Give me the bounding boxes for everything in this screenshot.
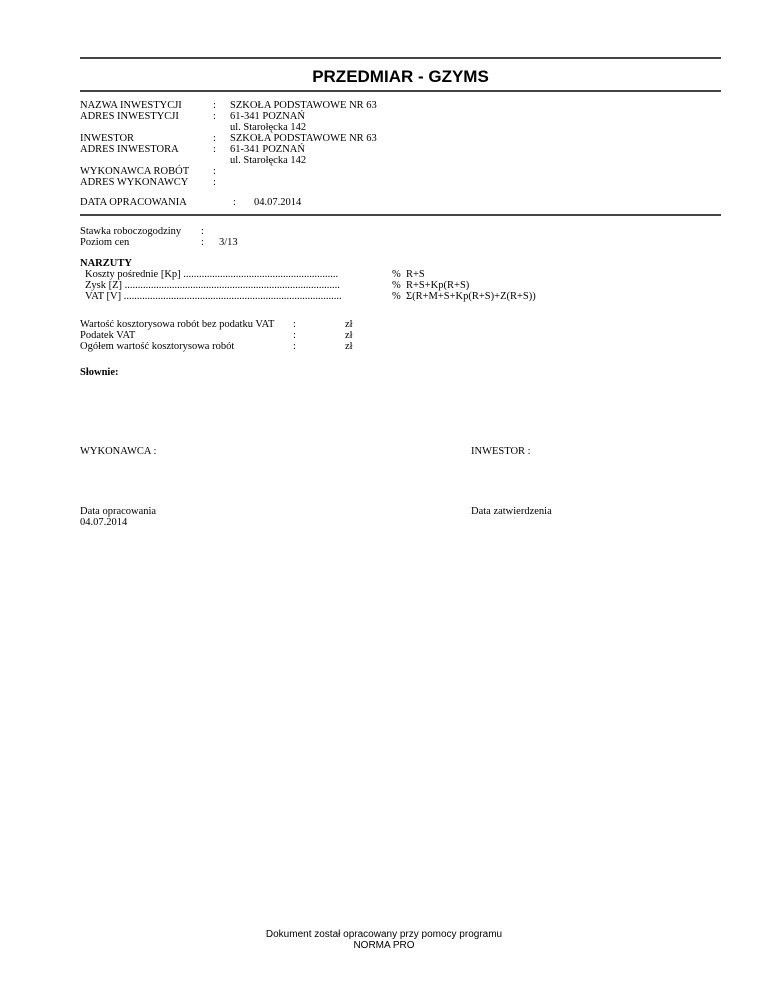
surcharge-label: Koszty pośrednie [Kp] ........................................................... [85, 269, 339, 280]
investment-address-line2: ul. Starołęcka 142 [230, 122, 307, 133]
contractor-label: WYKONAWCA ROBÓT [80, 166, 190, 177]
prepared-date-label: Data opracowania [80, 506, 157, 517]
date-value: 04.07.2014 [254, 197, 302, 208]
currency: zł [345, 330, 353, 341]
colon: : [213, 133, 216, 144]
colon: : [293, 341, 296, 352]
investment-address-line1: 61-341 POZNAŃ [230, 111, 305, 122]
investor-signature-label: INWESTOR : [471, 446, 531, 457]
colon: : [233, 197, 236, 208]
colon: : [213, 166, 216, 177]
colon: : [293, 319, 296, 330]
surcharge-formula: R+S+Kp(R+S) [406, 280, 470, 291]
surcharge-unit: % [392, 291, 401, 302]
footer-line2: NORMA PRO [353, 940, 415, 951]
colon: : [213, 100, 216, 111]
investor-value: SZKOŁA PODSTAWOWE NR 63 [230, 133, 377, 144]
surcharge-unit: % [392, 269, 401, 280]
colon: : [201, 237, 204, 248]
labor-rate-label: Stawka roboczogodziny [80, 226, 182, 237]
investor-label: INWESTOR [80, 133, 135, 144]
page-title: PRZEDMIAR - GZYMS [312, 67, 489, 86]
investor-address-line1: 61-341 POZNAŃ [230, 144, 305, 155]
header-rule [80, 214, 721, 216]
contractor-address-label: ADRES WYKONAWCY [80, 177, 189, 188]
colon: : [213, 111, 216, 122]
investment-name-label: NAZWA INWESTYCJI [80, 100, 182, 111]
colon: : [201, 226, 204, 237]
contractor-signature-label: WYKONAWCA : [80, 446, 157, 457]
total-label: Podatek VAT [80, 330, 136, 341]
surcharge-formula: Σ(R+M+S+Kp(R+S)+Z(R+S)) [406, 291, 536, 302]
surcharge-label: VAT [V] ................................................................................... [85, 291, 342, 302]
investment-name-value: SZKOŁA PODSTAWOWE NR 63 [230, 100, 377, 111]
prepared-date-value: 04.07.2014 [80, 517, 128, 528]
words-label: Słownie: [80, 367, 119, 378]
approval-date-label: Data zatwierdzenia [471, 506, 552, 517]
date-label: DATA OPRACOWANIA [80, 197, 187, 208]
surcharge-unit: % [392, 280, 401, 291]
currency: zł [345, 341, 353, 352]
title-rule [80, 90, 721, 92]
investor-address-label: ADRES INWESTORA [80, 144, 179, 155]
surcharges-heading: NARZUTY [80, 258, 132, 269]
footer [0, 929, 768, 951]
top-rule [80, 57, 721, 59]
colon: : [213, 144, 216, 155]
total-label: Ogółem wartość kosztorysowa robót [80, 341, 235, 352]
price-level-label: Poziom cen [80, 237, 130, 248]
investment-address-label: ADRES INWESTYCJI [80, 111, 179, 122]
surcharge-label: Zysk [Z] .................................................................................. [85, 280, 340, 291]
colon: : [293, 330, 296, 341]
total-label: Wartość kosztorysowa robót bez podatku VAT [80, 319, 275, 330]
colon: : [213, 177, 216, 188]
price-level-value: 3/13 [219, 237, 238, 248]
currency: zł [345, 319, 353, 330]
investor-address-line2: ul. Starołęcka 142 [230, 155, 307, 166]
footer-line1: Dokument został opracowany przy pomocy programu [265, 929, 503, 940]
surcharge-formula: R+S [406, 269, 425, 280]
